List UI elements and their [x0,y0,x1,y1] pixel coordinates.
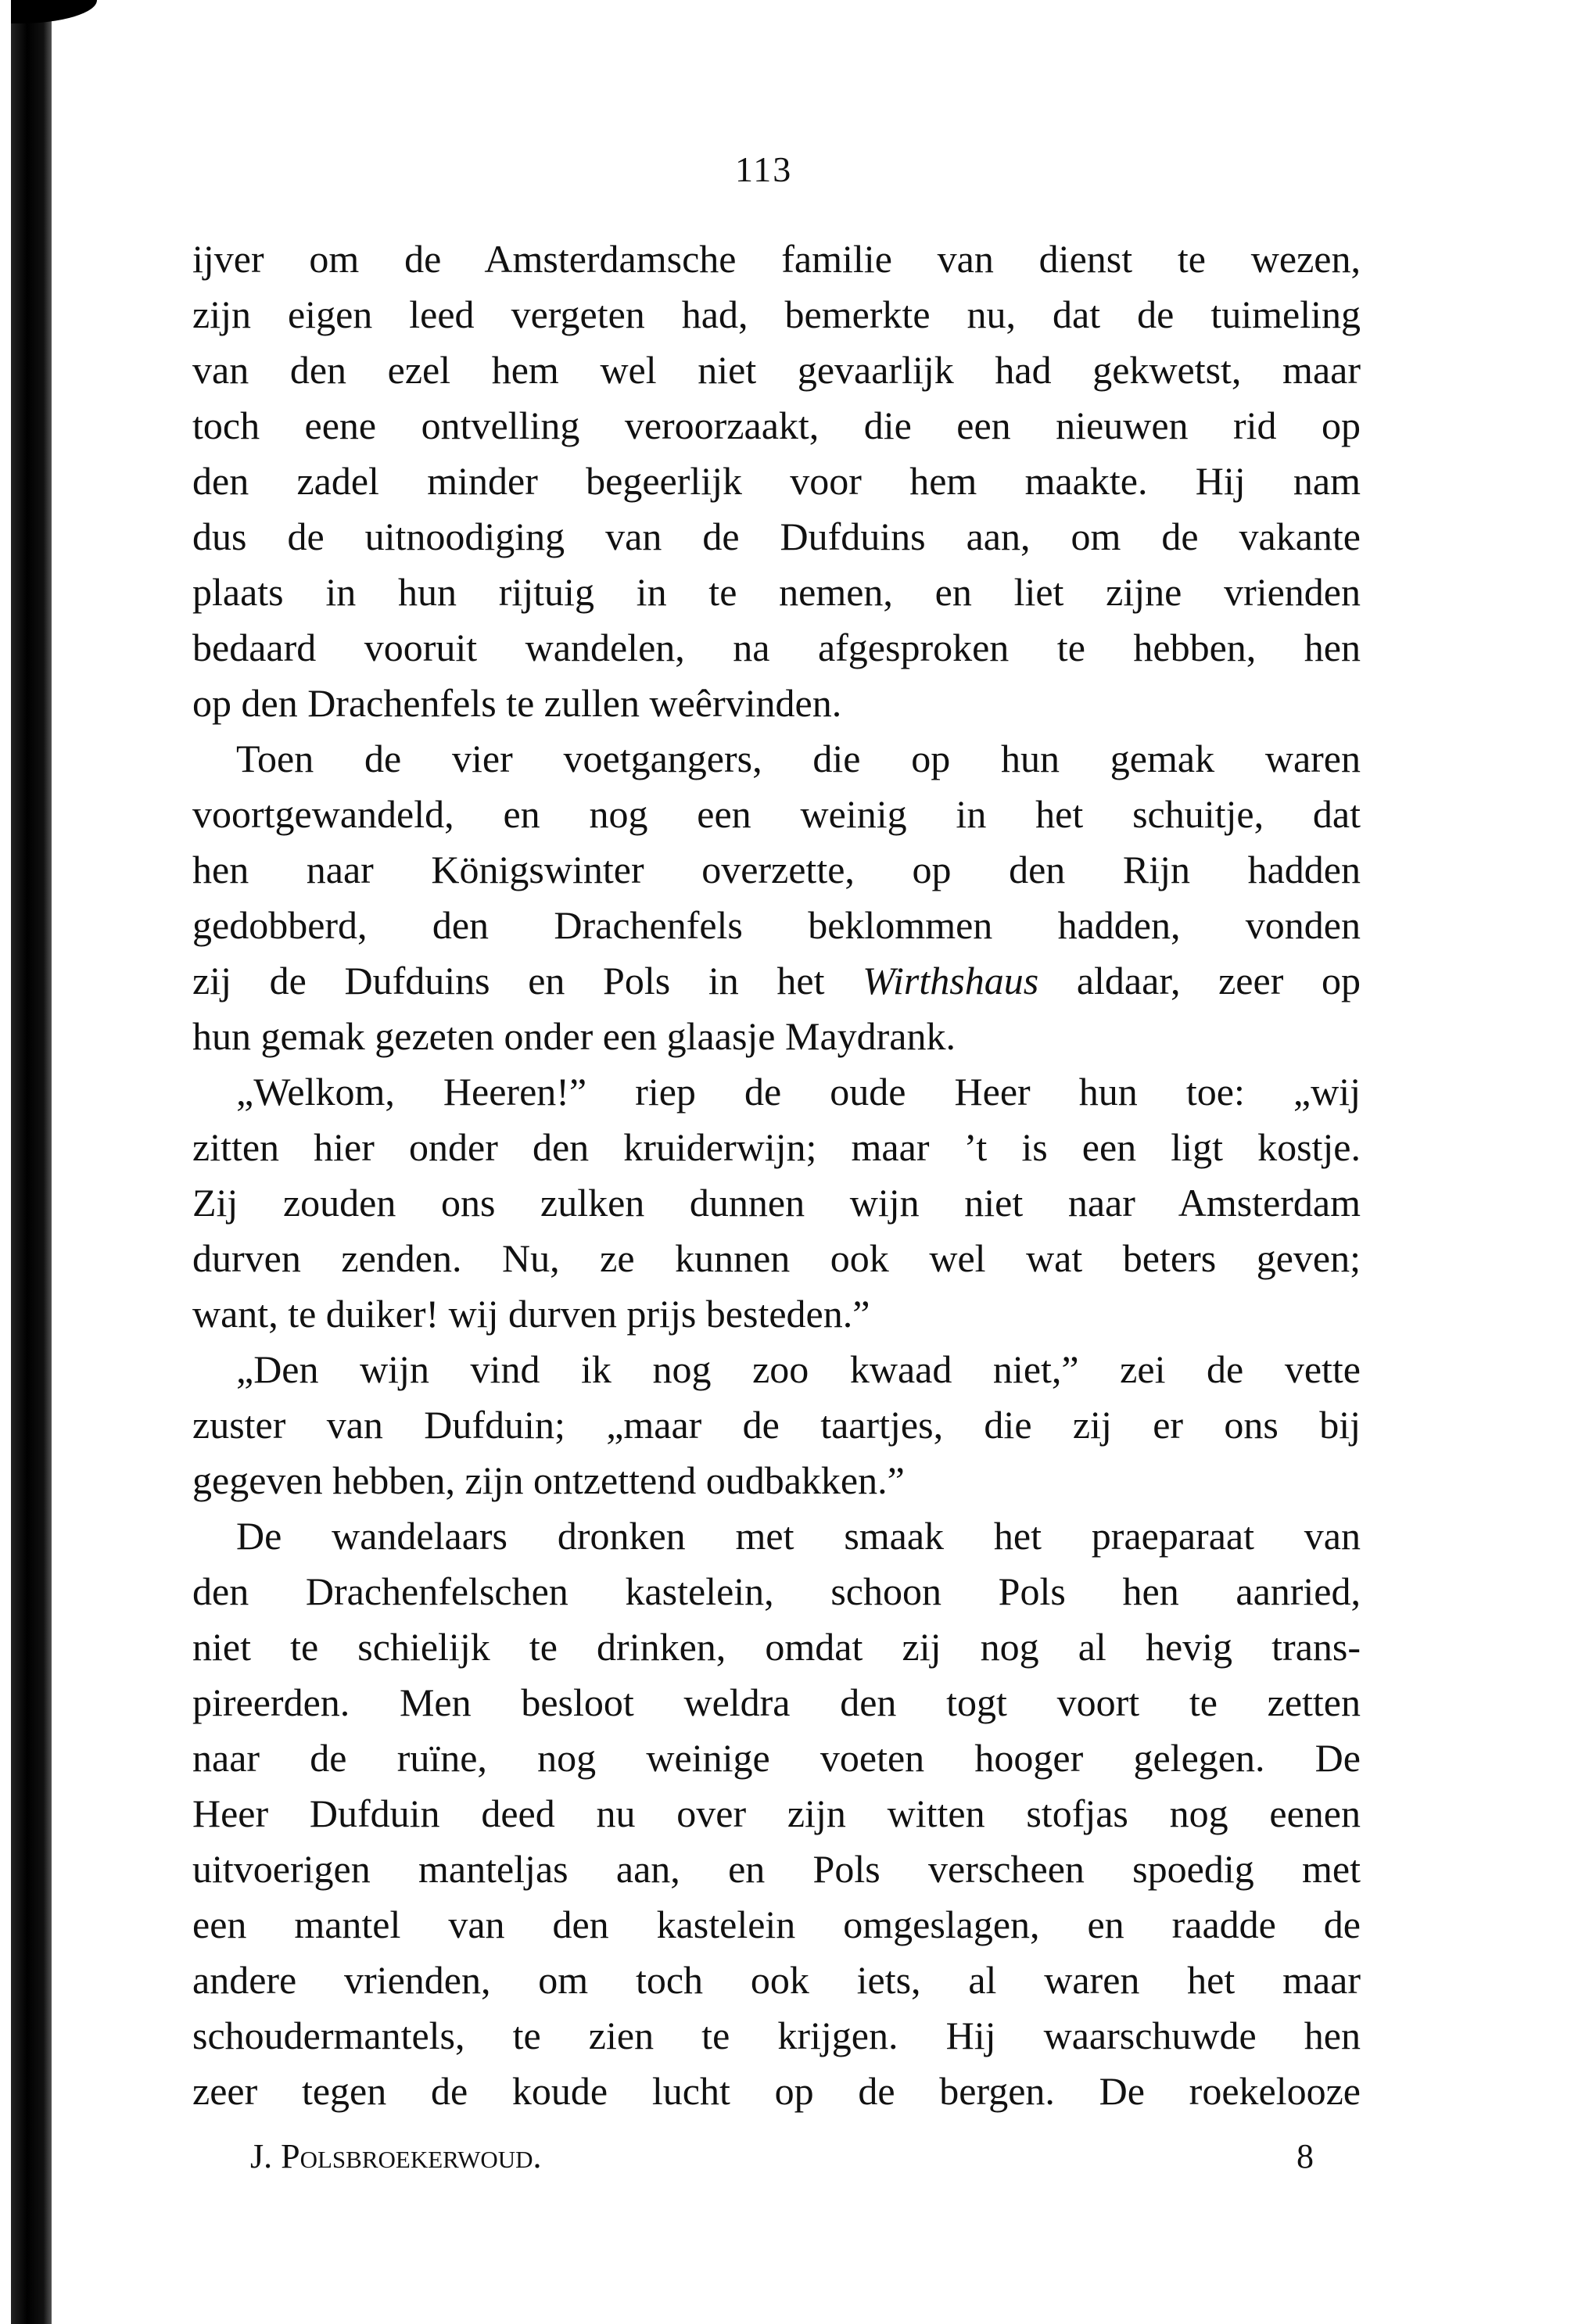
text-line [192,565,1361,620]
line-text: Zij zouden ons zulken dunnen wijn niet naar Amsterdam [192,1181,1361,1225]
line-text: aldaar, zeer op [1038,959,1361,1002]
text-line [192,676,1361,731]
line-text: voortgewandeld, en nog een weinig in het schuitje, dat [192,792,1361,836]
line-text: schoudermantels, te zien te krijgen. Hij waarschuwde hen [192,2014,1361,2057]
text-line [192,343,1361,398]
line-text: Toen de vier voetgangers, die op hun gemak waren [236,737,1361,780]
line-text: andere vrienden, om toch ook iets, al waren het maar [192,1958,1361,2002]
text-line [192,953,1361,1009]
text-line [192,287,1361,343]
line-text: „Welkom, Heeren!” riep de oude Heer hun toe: „wij [236,1070,1361,1114]
line-text: op den Drachenfels te zullen weêrvinden. [192,681,842,725]
text-line [192,231,1361,287]
footer-author: J. Polsbroekerwoud. [250,2137,542,2175]
text-line [192,1453,1361,1508]
line-text: zitten hier onder den kruiderwijn; maar ’t is een ligt kostje. [192,1125,1361,1169]
body-text [192,231,1361,2119]
line-text: gedobberd, den Drachenfels beklommen hadden, vonden [192,903,1361,947]
line-text: den zadel minder begeerlijk voor hem maakte. Hij nam [192,459,1361,503]
line-text: dus de uitnoodiging van de Dufduins aan, om de vakante [192,515,1361,558]
line-text: niet te schielijk te drinken, omdat zij nog al hevig trans- [192,1625,1361,1669]
line-text: gegeven hebben, zijn ontzettend oudbakken.” [192,1458,905,1502]
line-text: zijn eigen leed vergeten had, bemerkte nu, dat de tuimeling [192,292,1361,336]
text-line [192,398,1361,454]
italic-word: Wirthshaus [863,959,1039,1002]
line-text: „Den wijn vind ik nog zoo kwaad niet,” zei de vette [236,1347,1361,1391]
line-text: plaats in hun rijtuig in te nemen, en liet zijne vrienden [192,570,1361,614]
page-footer [250,2136,1314,2176]
line-text: hun gemak gezeten onder een glaasje Maydrank. [192,1014,956,1058]
text-line [192,1120,1361,1175]
text-line [192,2064,1361,2119]
text-line [192,1286,1361,1342]
text-line [192,898,1361,953]
text-line [192,1231,1361,1286]
text-line [192,787,1361,842]
text-line [192,454,1361,509]
line-text: uitvoerigen manteljas aan, en Pols verscheen spoedig met [192,1847,1361,1891]
text-line [192,1675,1361,1730]
line-text: durven zenden. Nu, ze kunnen ook wel wat beters geven; [192,1236,1361,1280]
text-line [192,1397,1361,1453]
text-line [192,1786,1361,1842]
line-text: zij de Dufduins en Pols in het [192,959,863,1002]
line-text: hen naar Königswinter overzette, op den Rijn hadden [192,848,1361,891]
text-line [192,2008,1361,2064]
text-line [192,1342,1361,1397]
text-line [192,1009,1361,1064]
line-text: De wandelaars dronken met smaak het praeparaat van [236,1514,1361,1558]
text-line [192,1897,1361,1953]
book-spine-top [11,0,97,23]
text-line [192,1564,1361,1619]
text-line [192,842,1361,898]
line-text: toch eene ontvelling veroorzaakt, die een nieuwen rid op [192,403,1361,447]
line-text: naar de ruïne, nog weinige voeten hooger gelegen. De [192,1736,1361,1780]
line-text: den Drachenfelschen kastelein, schoon Pols hen aanried, [192,1569,1361,1613]
signature-mark: 8 [1297,2137,1314,2175]
line-text: ijver om de Amsterdamsche familie van dienst te wezen, [192,237,1361,281]
text-line [192,1619,1361,1675]
text-line [192,1175,1361,1231]
book-spine-shadow [11,0,52,2324]
line-text: van den ezel hem wel niet gevaarlijk had gekwetst, maar [192,348,1361,392]
text-line [192,509,1361,565]
line-text: bedaard vooruit wandelen, na afgesproken te hebben, hen [192,626,1361,669]
text-line [192,1730,1361,1786]
text-line [192,1508,1361,1564]
page-number: 113 [735,149,793,189]
text-line [192,1953,1361,2008]
text-line [192,731,1361,787]
line-text: Heer Dufduin deed nu over zijn witten stofjas nog eenen [192,1791,1361,1835]
line-text: een mantel van den kastelein omgeslagen, en raadde de [192,1903,1361,1946]
line-text: zuster van Dufduin; „maar de taartjes, die zij er ons bij [192,1403,1361,1447]
text-line [192,620,1361,676]
line-text: pireerden. Men besloot weldra den togt voort te zetten [192,1680,1361,1724]
text-line [192,1842,1361,1897]
line-text: zeer tegen de koude lucht op de bergen. De roekelooze [192,2069,1361,2113]
text-line [192,1064,1361,1120]
line-text: want, te duiker! wij durven prijs besteden.” [192,1292,870,1336]
